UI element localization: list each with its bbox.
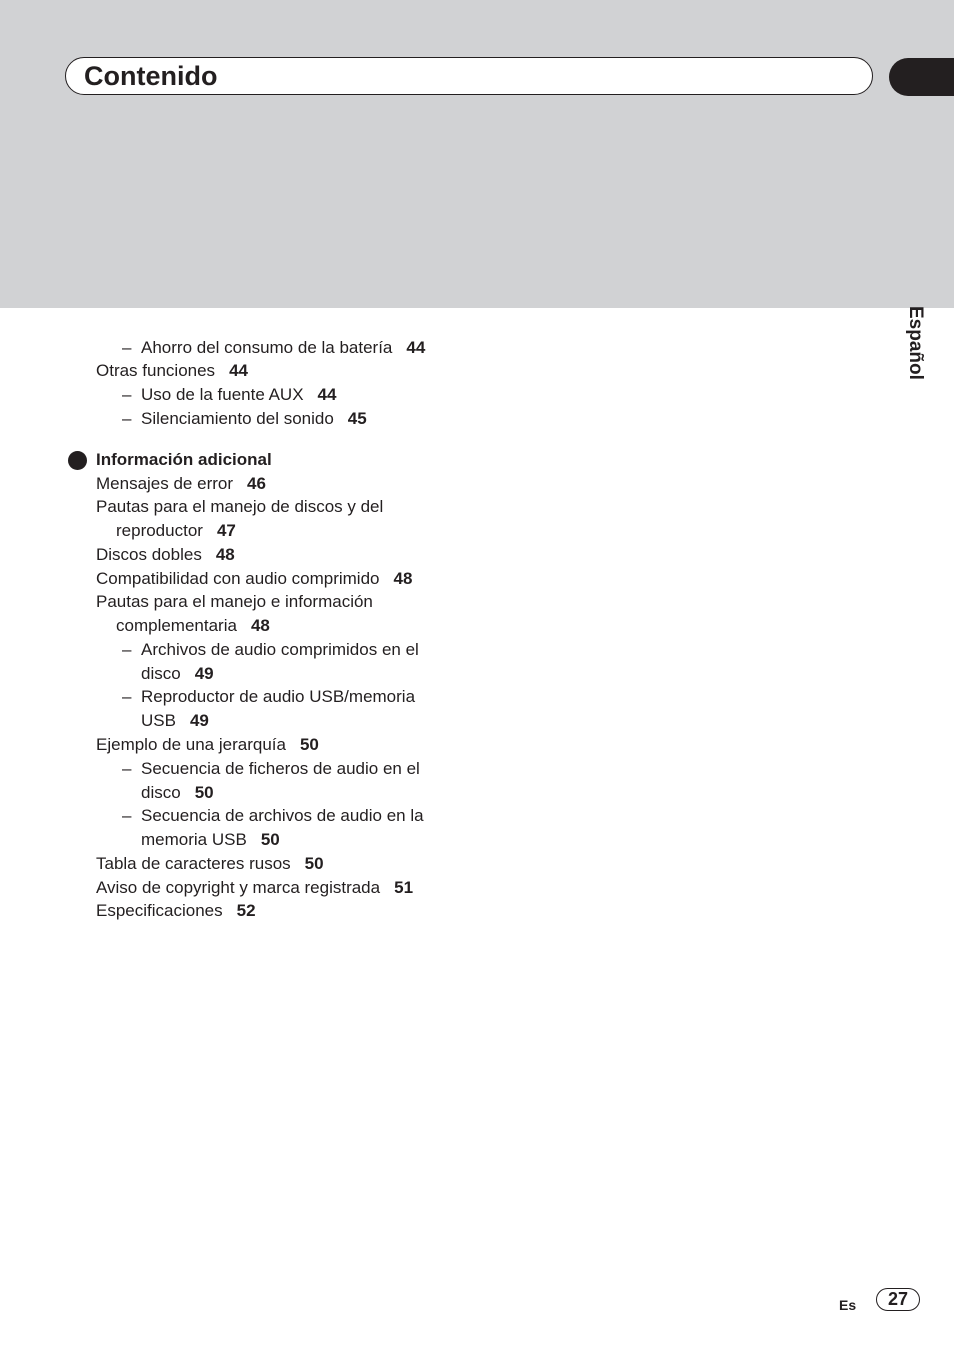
toc-entry-text-cont: reproductor xyxy=(116,521,203,540)
toc-entry-text-cont: memoria USB xyxy=(141,830,247,849)
toc-entry-russian-chars[interactable] xyxy=(96,852,324,876)
toc-entry-text: Aviso de copyright y marca registrada xyxy=(96,878,381,897)
language-side-label: Español xyxy=(905,306,926,380)
toc-entry-usb-player[interactable]: – Reproductor de audio USB/memoria USB 49 xyxy=(122,687,416,730)
toc-entry-text: Ahorro del consumo de la batería xyxy=(141,338,393,357)
toc-entry-sequence-disc[interactable]: – Secuencia de ficheros de audio en el disco 50 xyxy=(122,759,420,802)
toc-page-number: 46 xyxy=(247,474,266,493)
toc-entry-text: Secuencia de archivos de audio en la xyxy=(141,806,424,825)
toc-page-number: 50 xyxy=(260,830,280,849)
toc-entry-text: Pautas para el manejo e información xyxy=(96,592,373,611)
toc-entry-compressed-audio[interactable] xyxy=(96,567,412,591)
toc-entry-compressed-files-disc[interactable]: – Archivos de audio comprimidos en el disco 49 xyxy=(122,640,419,683)
toc-entry-text: Compatibilidad con audio comprimido xyxy=(96,569,380,588)
toc-entry-text-cont: USB xyxy=(141,711,176,730)
toc-page-number: 52 xyxy=(236,901,256,920)
toc-page-number: 44 xyxy=(229,361,248,380)
toc-entry-other-functions[interactable] xyxy=(96,359,248,383)
toc-entry-handling-info[interactable] xyxy=(96,590,373,638)
section-heading[interactable]: Información adicional xyxy=(96,450,272,469)
toc-page-number: 49 xyxy=(194,664,214,683)
page-title: Contenido xyxy=(84,61,218,91)
toc-entry-hierarchy-example[interactable] xyxy=(96,733,319,757)
toc-entry-text: Archivos de audio comprimidos en el xyxy=(141,640,419,659)
toc-page-number: 47 xyxy=(216,521,236,540)
toc-page-number: 48 xyxy=(215,545,235,564)
language-tab-marker xyxy=(889,281,954,298)
toc-entry-text: Uso de la fuente AUX xyxy=(141,385,304,404)
toc-entry-text: Tabla de caracteres rusos xyxy=(96,854,291,873)
header-band xyxy=(0,0,954,308)
toc-page-number: 50 xyxy=(304,854,324,873)
toc-page-number: 48 xyxy=(250,616,270,635)
toc-page-number: 48 xyxy=(393,569,413,588)
toc-page-number: 51 xyxy=(394,878,414,897)
toc-page-number: 44 xyxy=(406,338,426,357)
section-bullet-icon xyxy=(68,451,87,470)
toc-entry-text: Mensajes de error xyxy=(96,474,234,493)
toc-entry-copyright[interactable] xyxy=(96,876,413,900)
toc-page-number: 50 xyxy=(194,783,214,802)
toc-entry-specifications[interactable] xyxy=(96,899,256,923)
toc-entry-sequence-usb[interactable]: – Secuencia de archivos de audio en la memoria USB 50 xyxy=(122,806,424,849)
toc-entry-dual-discs[interactable] xyxy=(96,543,235,567)
toc-entry-text: Discos dobles xyxy=(96,545,202,564)
toc-entry-text-cont: disco xyxy=(141,783,181,802)
toc-entry-text: Silenciamiento del sonido xyxy=(141,409,334,428)
toc-page-number: 44 xyxy=(317,385,337,404)
section-tab-marker xyxy=(889,58,954,96)
toc-entry-text: Pautas para el manejo de discos y del xyxy=(96,497,384,516)
toc-entry-text: Ejemplo de una jerarquía xyxy=(96,735,286,754)
footer-language-code: Es xyxy=(839,1297,857,1313)
toc-page-number: 45 xyxy=(347,409,367,428)
toc-entry-text-cont: complementaria xyxy=(116,616,237,635)
toc-entry-text: Reproductor de audio USB/memoria xyxy=(141,687,416,706)
toc-entry-text: Otras funciones xyxy=(96,361,216,380)
toc-page-number: 50 xyxy=(299,735,319,754)
toc-entry-text: Especificaciones xyxy=(96,901,223,920)
toc-entry-text: Secuencia de ficheros de audio en el xyxy=(141,759,420,778)
toc-entry-error-messages[interactable] xyxy=(96,472,266,496)
toc-entry-text-cont: disco xyxy=(141,664,181,683)
toc-entry-disc-handling[interactable] xyxy=(96,495,383,543)
page-number-badge: 27 xyxy=(876,1288,920,1311)
toc-page-number: 49 xyxy=(189,711,209,730)
